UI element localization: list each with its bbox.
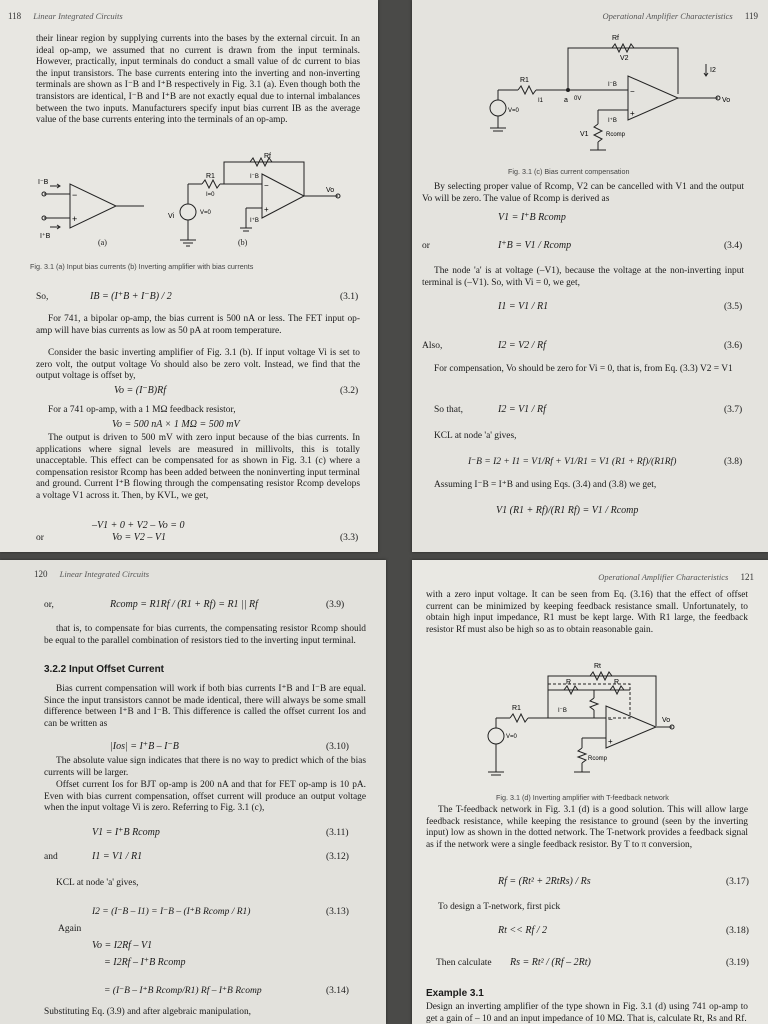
equation-3-3: Vo = V2 – V1 bbox=[112, 532, 166, 543]
equation-3-19: Rs = Rt² / (Rf – 2Rt) bbox=[510, 957, 591, 968]
equation-v1: V1 = I⁺B Rcomp bbox=[498, 212, 566, 223]
zero-voltage-label: V=0 bbox=[506, 734, 517, 740]
r1-label: R1 bbox=[512, 705, 521, 712]
rf-label: Rf bbox=[264, 153, 271, 160]
plus-sign: + bbox=[264, 205, 269, 214]
running-head: Operational Amplifier Characteristics bbox=[598, 572, 729, 582]
equation-number: (3.9) bbox=[326, 600, 345, 610]
page-number: 119 bbox=[744, 11, 758, 21]
figure-3-1b-circuit bbox=[166, 148, 342, 254]
text-so: So, bbox=[36, 292, 49, 302]
paragraph: KCL at node 'a' gives, bbox=[434, 431, 517, 441]
running-head: Operational Amplifier Characteristics bbox=[602, 11, 733, 21]
ib-minus-label: I⁻B bbox=[250, 174, 259, 180]
equation-number: (3.17) bbox=[726, 877, 749, 887]
equation-vo-cont: = I2Rf – I⁺B Rcomp bbox=[104, 957, 186, 968]
equation-3-12: I1 = V1 / R1 bbox=[92, 851, 143, 862]
r-right-label: R bbox=[614, 679, 620, 686]
i2-label: I2 bbox=[710, 67, 716, 74]
figure-caption: Fig. 3.1 (c) Bias current compensation bbox=[508, 167, 630, 176]
paragraph: Consider the basic inverting amplifier of Fig. 3.1 (b). If input voltage Vi is set to zero volt, the output voltage Vo should also be zero volt. Instead, we find that the output voltage is offset by, bbox=[36, 348, 360, 382]
r1-label: R1 bbox=[520, 77, 529, 84]
page-number: 118 bbox=[8, 11, 22, 21]
running-head: Linear Integrated Circuits bbox=[59, 569, 150, 579]
ib-plus-label: I⁺B bbox=[40, 233, 51, 240]
section-heading: 3.2.2 Input Offset Current bbox=[44, 664, 165, 675]
rcomp-label: Rcomp bbox=[588, 756, 608, 762]
page-header bbox=[8, 11, 123, 21]
minus-sign: − bbox=[608, 715, 613, 724]
paragraph: Bias current compensation will work if both bias currents I⁺B and I⁻B are equal. Since the input transistors cannot be made identical, there will always be some small difference between I⁺B and I⁻B. This difference is called the offset current Ios and can be written as bbox=[44, 684, 366, 729]
running-head: Linear Integrated Circuits bbox=[33, 11, 123, 21]
minus-sign: − bbox=[630, 87, 635, 96]
plus-sign: + bbox=[608, 737, 613, 746]
page-header bbox=[598, 572, 754, 582]
equation-3-8: I⁻B = I2 + I1 = V1/Rf + V1/R1 = V1 (R1 + Rf)/(R1Rf) bbox=[468, 457, 677, 467]
equation-3-6: I2 = V2 / Rf bbox=[498, 340, 546, 351]
text-or: or bbox=[422, 241, 430, 251]
equation-number: (3.4) bbox=[724, 241, 743, 251]
r1-label: R1 bbox=[206, 173, 215, 180]
page-number: 120 bbox=[34, 569, 48, 579]
equation-number: (3.6) bbox=[724, 341, 743, 351]
equation-numeric: Vo = 500 nA × 1 MΩ = 500 mV bbox=[112, 419, 240, 430]
minus-sign: − bbox=[72, 190, 78, 200]
ib-minus-label: I⁻B bbox=[558, 708, 567, 714]
text-then-calculate: Then calculate bbox=[436, 958, 492, 968]
rf-label: Rf bbox=[612, 35, 619, 42]
rcomp-label: Rcomp bbox=[606, 132, 626, 138]
zero-volt-label: 0V bbox=[574, 96, 582, 102]
zero-voltage-label: V=0 bbox=[200, 210, 211, 216]
i1-label: I1 bbox=[538, 98, 544, 104]
equation-3-7: I2 = V1 / Rf bbox=[498, 404, 546, 415]
text-or: or bbox=[36, 533, 44, 543]
paragraph: For compensation, Vo should be zero for Vi = 0, that is, from Eq. (3.3) V2 = V1 bbox=[434, 364, 733, 374]
equation-number: (3.1) bbox=[340, 292, 359, 302]
text-or: or, bbox=[44, 600, 54, 610]
plus-sign: + bbox=[72, 214, 78, 224]
paragraph: their linear region by supplying currents into the bases by the external circuit. In an ideal op-amp, we assumed that no current is drawn from the input terminals. However, practically, input terminals do conduct a small value of dc current to bias the input transistors. The base currents entering into the inverting and non-inverting terminals are shown as I⁻B and I⁺B respectively in Fig. 3.1 (a). Even though both the transistors are identical, I⁻B and I⁺B are not exactly equal due to internal imbalances between the two inputs. Manufacturers specify input bias current IB as the average value of the base currents entering into the terminals of an op-amp. bbox=[36, 34, 360, 126]
paragraph: with a zero input voltage. It can be seen from Eq. (3.16) that the effect of offset current can be minimized by keeping feedback resistance small. Unfortunately, to obtain high input impedance, R1 must be kept large. With R1 large, the feedback resistor Rf must also be high so as to obtain reasonable gain. bbox=[426, 590, 748, 635]
equation-result: V1 (R1 + Rf)/(R1 Rf) = V1 / Rcomp bbox=[496, 505, 639, 516]
equation-3-9: Rcomp = R1Rf / (R1 + Rf) = R1 || Rf bbox=[110, 599, 258, 610]
zero-voltage-label: V=0 bbox=[508, 108, 519, 114]
paragraph: that is, to compensate for bias currents, the compensating resistor Rcomp should be equal to the parallel combination of resistors tied to the inverting input terminal. bbox=[44, 624, 366, 646]
figure-caption: Fig. 3.1 (a) Input bias currents (b) Inverting amplifier with bias currents bbox=[30, 262, 254, 271]
paragraph: By selecting proper value of Rcomp, V2 can be cancelled with V1 and the output Vo will be zero. The value of Rcomp is derived as bbox=[422, 182, 744, 204]
equation-3-18: Rt << Rf / 2 bbox=[498, 925, 548, 936]
page-118 bbox=[0, 0, 378, 552]
equation-number: (3.5) bbox=[724, 302, 743, 312]
ib-plus-label: I⁺B bbox=[250, 218, 259, 224]
equation-number: (3.13) bbox=[326, 907, 349, 917]
equation-3-2: Vo = (I⁻B)Rf bbox=[114, 385, 167, 396]
figure-caption: Fig. 3.1 (d) Inverting amplifier with T-feedback network bbox=[496, 793, 669, 802]
page-header bbox=[603, 11, 758, 21]
example-heading: Example 3.1 bbox=[426, 988, 484, 999]
equation-number: (3.11) bbox=[326, 828, 349, 838]
figure-3-1d-circuit bbox=[486, 656, 676, 786]
equation-number: (3.14) bbox=[326, 986, 349, 996]
text-also: Also, bbox=[422, 341, 443, 351]
figure-3-1a-circuit bbox=[36, 172, 148, 250]
paragraph: Assuming I⁻B = I⁺B and using Eqs. (3.4) and (3.8) we get, bbox=[434, 480, 657, 490]
ib-minus-label: I⁻B bbox=[608, 82, 617, 88]
paragraph: The T-feedback network in Fig. 3.1 (d) is a good solution. This will allow large feedback resistance, while keeping the resistance to ground (seen by the inverting input) low as shown in the dotted network. The T-network provides a feedback signal as if the network were a single feedback resistor. By T to π conversion, bbox=[426, 805, 748, 850]
page-header bbox=[34, 569, 149, 579]
figure-3-1c-circuit bbox=[478, 28, 738, 156]
rt-top-label: Rt bbox=[594, 663, 601, 670]
r-left-label: R bbox=[566, 679, 572, 686]
equation-number: (3.19) bbox=[726, 958, 749, 968]
figure-label-b: (b) bbox=[238, 238, 248, 247]
paragraph: Offset current Ios for BJT op-amp is 200 nA and that for FET op-amp is 10 pA. Even with bias current compensation, offset current will produce an output voltage when the input voltage Vi is zero. Referring to Fig. 3.1 (c), bbox=[44, 780, 366, 814]
text-and: and bbox=[44, 852, 58, 862]
vo-label: Vo bbox=[326, 187, 335, 194]
equation-vo: Vo = I2Rf – V1 bbox=[92, 940, 153, 951]
vo-label: Vo bbox=[722, 97, 731, 104]
equation-number: (3.8) bbox=[724, 457, 743, 467]
paragraph: The node 'a' is at voltage (–V1), because the voltage at the non-inverting input terminal is (–V1). So, with Vi = 0, we get, bbox=[422, 266, 744, 288]
minus-sign: − bbox=[264, 181, 269, 190]
text-so-that: So that, bbox=[434, 405, 464, 415]
ib-minus-label: I⁻B bbox=[38, 179, 49, 186]
page-number: 121 bbox=[740, 572, 754, 582]
example-text: Design an inverting amplifier of the type shown in Fig. 3.1 (d) using 741 op-amp to get a gain of – 10 and an input impedance of 10 MΩ. That is, calculate Rt, Rs and Rf. bbox=[426, 1002, 748, 1024]
paragraph: KCL at node 'a' gives, bbox=[56, 878, 139, 888]
equation-number: (3.18) bbox=[726, 926, 749, 936]
equation-kvl: –V1 + 0 + V2 – Vo = 0 bbox=[92, 520, 185, 531]
page-121 bbox=[412, 560, 768, 1024]
page-120 bbox=[0, 560, 386, 1024]
node-a-label: a bbox=[564, 97, 568, 104]
ib-plus-label: I⁺B bbox=[608, 118, 617, 124]
paragraph: The output is driven to 500 mV with zero input because of the bias currents. In applications where signal levels are measured in millivolts, this is totally unacceptable. This effect can be compensated for as shown in Fig. 3.1 (c) where a compensation resistor Rcomp has been added between the noninverting input terminal and ground. Current I⁺B flowing through the compensating resistor Rcomp develops a voltage V1 across it. Then, by KVL, we get, bbox=[36, 433, 360, 501]
equation-3-1: IB = (I⁺B + I⁻B) / 2 bbox=[90, 291, 172, 302]
figure-label-a: (a) bbox=[98, 238, 107, 247]
equation-3-4: I⁺B = V1 / Rcomp bbox=[498, 240, 572, 251]
paragraph: The absolute value sign indicates that there is no way to predict which of the bias currents will be larger. bbox=[44, 756, 366, 778]
v2-label: V2 bbox=[620, 55, 629, 62]
equation-number: (3.10) bbox=[326, 742, 349, 752]
equation-3-17: Rf = (Rt² + 2RtRs) / Rs bbox=[498, 876, 591, 887]
page-119 bbox=[412, 0, 768, 552]
equation-3-10: |Ios| = I⁺B – I⁻B bbox=[110, 741, 179, 752]
paragraph: Substituting Eq. (3.9) and after algebraic manipulation, bbox=[44, 1007, 251, 1017]
equation-number: (3.7) bbox=[724, 405, 743, 415]
equation-number: (3.12) bbox=[326, 852, 349, 862]
equation-3-5: I1 = V1 / R1 bbox=[498, 301, 549, 312]
plus-sign: + bbox=[630, 109, 635, 118]
paragraph: For a 741 op-amp, with a 1 MΩ feedback resistor, bbox=[48, 405, 236, 415]
equation-number: (3.3) bbox=[340, 533, 359, 543]
vo-label: Vo bbox=[662, 717, 671, 724]
zero-current-label: I=0 bbox=[206, 192, 215, 198]
equation-number: (3.2) bbox=[340, 386, 359, 396]
equation-3-11: V1 = I⁺B Rcomp bbox=[92, 827, 160, 838]
paragraph: To design a T-network, first pick bbox=[438, 902, 561, 912]
v1-label: V1 bbox=[580, 131, 589, 138]
paragraph: For 741, a bipolar op-amp, the bias current is 500 nA or less. The FET input op-amp will have bias currents as low as 50 pA at room temperature. bbox=[36, 314, 360, 336]
equation-3-13: I2 = (I⁻B – I1) = I⁻B – (I⁺B Rcomp / R1) bbox=[92, 907, 251, 917]
vi-label: Vi bbox=[168, 213, 175, 220]
text-again: Again bbox=[58, 924, 82, 934]
equation-3-14: = (I⁻B – I⁺B Rcomp/R1) Rf – I⁺B Rcomp bbox=[104, 986, 262, 996]
